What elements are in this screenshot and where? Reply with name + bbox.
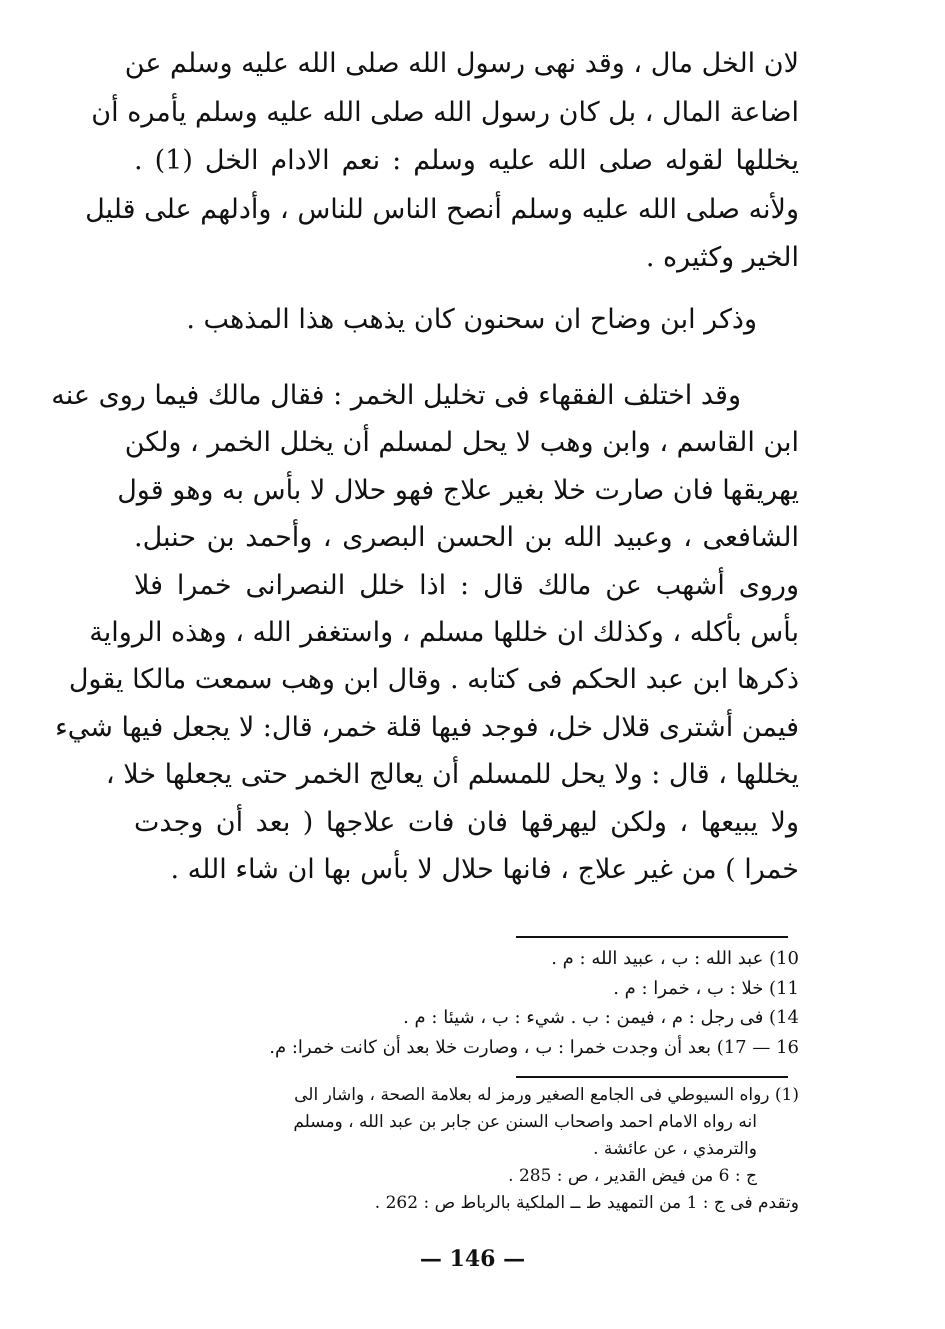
text-line: ولا يبيعها ، ولكن ليهرقها فان فات علاجها ( بعد أن وجدت [134, 806, 799, 838]
footnote-line: ج : 6 من فيض القدير ، ص : 285 . [508, 1166, 757, 1186]
footnote-line: انه رواه الامام احمد واصحاب السنن عن جابر بن عبد الله ، ومسلم [293, 1112, 757, 1132]
text-line: يخللها ، قال : ولا يحل للمسلم أن يعالج الخمر حتى يجعلها خلا ، [105, 759, 799, 791]
footnote-line: والترمذي ، عن عائشة . [593, 1139, 757, 1159]
text-line: يهريقها فان صارت خلا بغير علاج فهو حلال لا بأس به وهو قول [117, 474, 799, 506]
variant-line: 10) عبد الله : ب ، عبيد الله : م . [551, 948, 799, 969]
variant-line: 14) فى رجل : م ، فيمن : ب . شيء : ب ، شيئا : م . [403, 1007, 799, 1028]
text-line: بأس بأكله ، وكذلك ان خللها مسلم ، واستغفر الله ، وهذه الرواية [89, 616, 799, 648]
text-line: وقد اختلف الفقهاء فى تخليل الخمر : فقال مالك فيما روى عنه [51, 380, 741, 411]
textual-variants [134, 944, 799, 1062]
text-line: لان الخل مال ، وقد نهى رسول الله صلى الله عليه وسلم عن [124, 48, 799, 79]
text-line: يخللها لقوله صلى الله عليه وسلم : نعم الادام الخل (1) . [134, 145, 799, 176]
text-line: الشافعى ، وعبيد الله بن الحسن البصرى ، وأحمد بن حنبل. [134, 522, 799, 554]
text-line: وذكر ابن وضاح ان سحنون كان يذهب هذا المذهب . [186, 304, 757, 335]
paragraph-1 [85, 40, 799, 283]
footnotes [119, 1082, 799, 1217]
footnote-line: (1) رواه السيوطي فى الجامع الصغير ورمز له بعلامة الصحة ، واشار الى [294, 1085, 799, 1105]
paragraph-3 [51, 372, 799, 893]
text-line: خمرا ) من غير علاج ، فانها حلال لا بأس بها ان شاء الله . [170, 853, 799, 885]
paragraph-2 [137, 294, 757, 346]
text-line: ابن القاسم ، وابن وهب لا يحل لمسلم أن يخلل الخمر ، ولكن [124, 427, 799, 459]
text-line: فيمن أشترى قلال خل، فوجد فيها قلة خمر، قال: لا يجعل فيها شيء [55, 711, 799, 743]
variant-line: 16 — 17) بعد أن وجدت خمرا : ب ، وصارت خلا بعد أن كانت خمرا: م. [269, 1036, 799, 1058]
text-line: ولأنه صلى الله عليه وسلم أنصح الناس للناس ، وأدلهم على قليل [85, 193, 799, 225]
text-line: اضاعة المال ، بل كان رسول الله صلى الله عليه وسلم يأمره أن [91, 96, 799, 128]
text-line: الخير وكثيره . [645, 242, 799, 273]
text-line: وروى أشهب عن مالك قال : اذا خلل النصرانى خمرا فلا [134, 569, 799, 601]
page-number: — 146 — [419, 1246, 526, 1272]
variant-line: 11) خلا : ب ، خمرا : م . [613, 977, 799, 999]
footnotes-divider [516, 1076, 788, 1078]
footnote-line: وتقدم فى ج : 1 من التمهيد ط ــ الملكية بالرباط ص : 262 . [374, 1193, 799, 1213]
text-line: ذكرها ابن عبد الحكم فى كتابه . وقال ابن وهب سمعت مالكا يقول [68, 664, 799, 696]
variants-divider [516, 936, 788, 938]
